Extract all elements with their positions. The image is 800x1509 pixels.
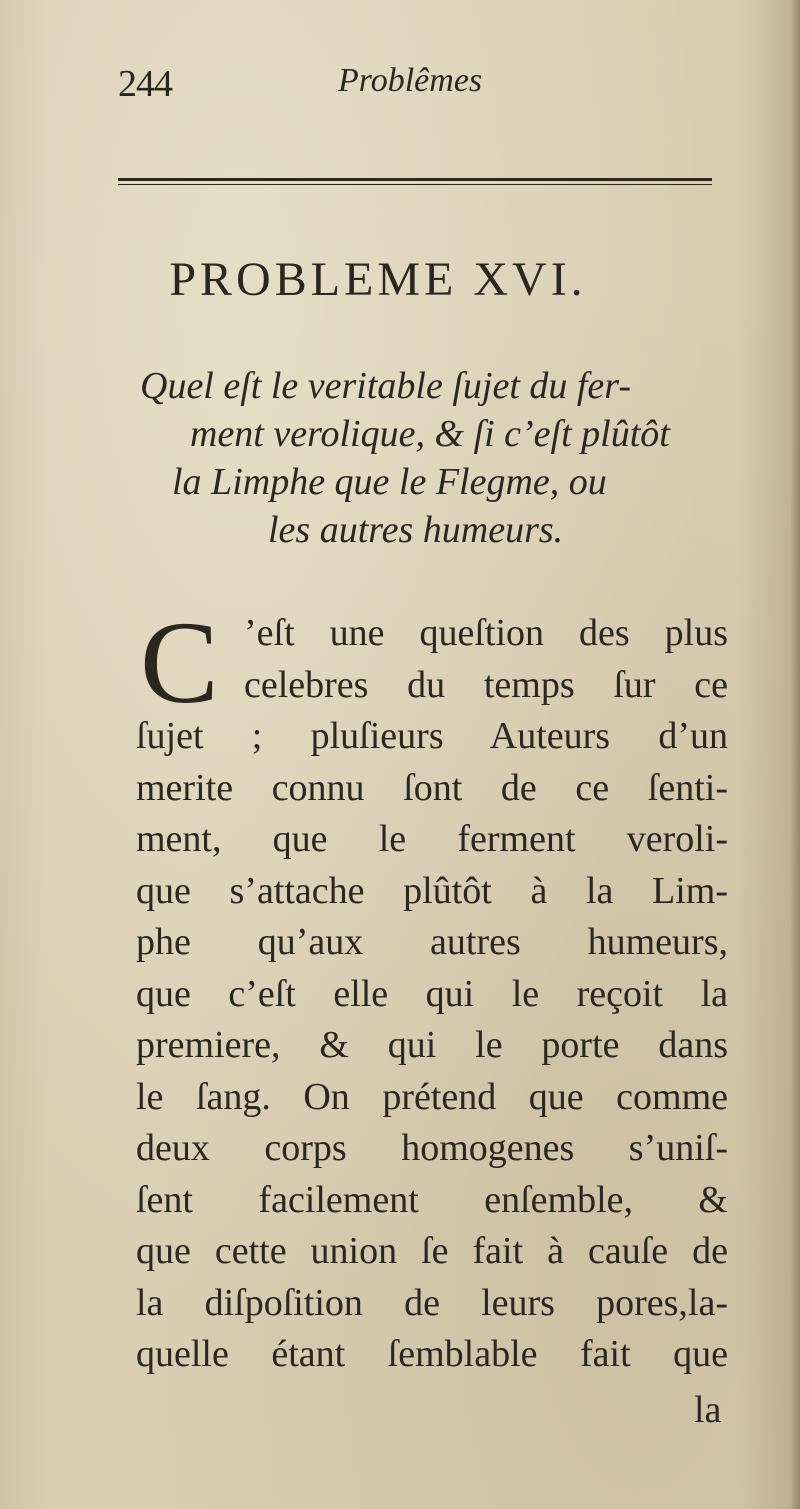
question-line: la Limphe que le Flegme, ou xyxy=(172,461,607,503)
problem-title: PROBLEME XVI. xyxy=(169,253,587,306)
text-line: que s’attache plûtôt à la Lim- xyxy=(136,869,728,912)
text-line: ’eſt une queſtion des plus xyxy=(244,612,728,654)
question-line: les autres humeurs. xyxy=(268,509,564,551)
body-paragraph xyxy=(136,608,736,1381)
text-line: ſujet ; pluſieurs Auteurs d’un xyxy=(136,715,728,757)
question-line: ment verolique, & ſi c’eſt plûtôt xyxy=(190,413,670,455)
drop-capital: C xyxy=(140,597,219,728)
page-number: 244 xyxy=(118,63,172,105)
text-line: ment, que le ferment veroli- xyxy=(136,818,728,860)
text-line: merite connu ſont de ce ſenti- xyxy=(136,766,728,809)
text-line: ſent facilement enſemble, & xyxy=(136,1178,728,1221)
catchword: la xyxy=(694,1389,722,1431)
text-line: que c’eſt elle qui le reçoit la xyxy=(136,972,728,1015)
text-line: deux corps homogenes s’uniſ- xyxy=(136,1127,728,1169)
text-line: que cette union ſe fait à cauſe de xyxy=(136,1230,728,1272)
page-edge-shadow xyxy=(790,0,800,1509)
text-line: la diſpoſition de leurs pores,la- xyxy=(136,1281,728,1324)
running-head: Problêmes xyxy=(338,62,483,99)
text-line: premiere, & qui le porte dans xyxy=(136,1024,728,1066)
text-line: phe qu’aux autres humeurs, xyxy=(136,921,728,963)
text-line: celebres du temps ſur ce xyxy=(244,663,728,706)
problem-question xyxy=(140,362,740,554)
question-line: Quel eſt le veritable ſujet du fer- xyxy=(140,365,631,407)
page-header xyxy=(118,62,678,112)
text-line: le ſang. On prétend que comme xyxy=(136,1075,728,1118)
text-line: quelle étant ſemblable fait que xyxy=(136,1333,728,1375)
header-rule xyxy=(118,178,712,185)
